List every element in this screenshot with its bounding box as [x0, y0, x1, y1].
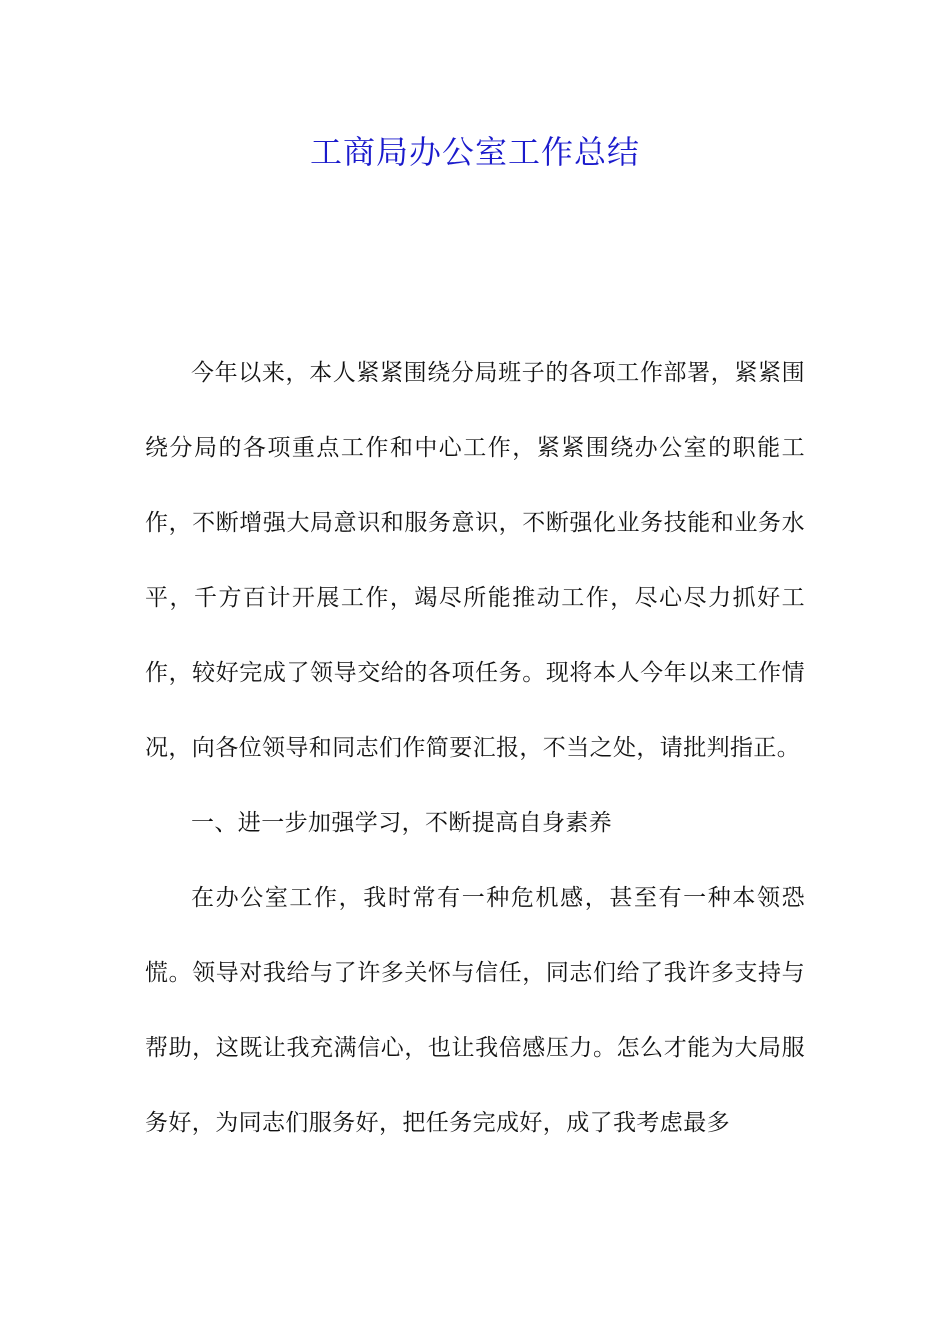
section-heading-1: 一、进一步加强学习，不断提高自身素养 [191, 810, 613, 836]
paragraph-intro: 今年以来，本人紧紧围绕分局班子的各项工作部署，紧紧围绕分局的各项重点工作和中心工作，紧紧围绕办公室的职能工作，不断增强大局意识和服务意识，不断强化业务技能和业务水平，千方百计开展工作，竭尽所能推动工作，尽心尽力抓好工作，较好完成了领导交给的各项任务。现将本人今年以来工作情况，向各位领导和同志们作简要汇报，不当之处，请批判指正。 [145, 360, 805, 761]
paragraph-section-1: 在办公室工作，我时常有一种危机感，甚至有一种本领恐慌。领导对我给与了许多关怀与信任，同志们给了我许多支持与帮助，这既让我充满信心，也让我倍感压力。怎么才能为大局服务好，为同志们服务好，把任务完成好，成了我考虑最多 [145, 885, 805, 1136]
document-body [145, 336, 805, 1161]
document-title: 工商局办公室工作总结 [309, 133, 640, 171]
